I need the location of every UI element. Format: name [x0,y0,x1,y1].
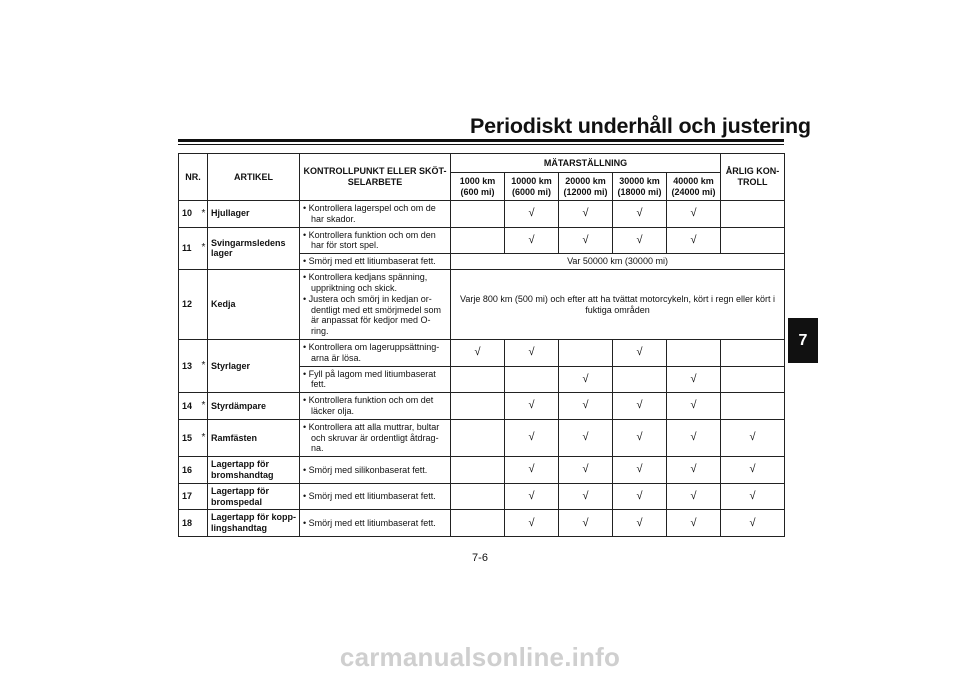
check-cell: √ [667,510,721,537]
task: • Kontrollera funktion och om det läcker olja. [300,393,451,420]
row-number: 16 [179,457,199,484]
table-row [179,419,785,456]
table-row [179,201,785,228]
check-cell [721,201,785,228]
asterisk: * [199,419,208,456]
check-cell: √ [505,483,559,510]
check-cell [451,483,505,510]
item-name: Styrdämpare [208,393,300,420]
check-cell: √ [667,457,721,484]
check-cell [451,510,505,537]
table-row [179,457,785,484]
check-cell: √ [667,227,721,254]
task: • Kontrollera om lageruppsättning-arna är lösa. [300,339,451,366]
check-cell [451,366,505,393]
check-cell [559,339,613,366]
task: • Kontrollera kedjans spänning, uppriktning och skick. • Justera och smörj in kedjan or-dentligt med ett smörjmedel som är anpassat för kedjor med O-ring. [300,270,451,340]
asterisk [199,483,208,510]
check-cell [451,227,505,254]
header-1000km: 1000 km (600 mi) [451,173,505,201]
check-cell: √ [721,510,785,537]
check-cell: √ [613,483,667,510]
check-cell: √ [667,201,721,228]
check-cell [721,227,785,254]
table-row [179,510,785,537]
table-row [179,227,785,254]
title-rule-thin [178,144,784,145]
check-cell: √ [505,510,559,537]
check-cell: √ [667,483,721,510]
page-title: Periodiskt underhåll och justering [470,114,811,138]
task: • Smörj med silikonbaserat fett. [300,457,451,484]
header-arlig-kontroll: ÅRLIG KON-TROLL [721,154,785,201]
check-cell: √ [559,457,613,484]
header-30000km: 30000 km (18000 mi) [613,173,667,201]
check-cell [451,419,505,456]
task: • Kontrollera att alla muttrar, bultar och skruvar är ordentligt åtdrag-na. [300,419,451,456]
row-number: 17 [179,483,199,510]
title-rule-thick [178,139,784,142]
table-row [179,393,785,420]
asterisk: * [199,227,208,270]
check-cell: √ [721,457,785,484]
check-cell: √ [505,393,559,420]
table-row [179,339,785,366]
check-cell: √ [559,510,613,537]
check-cell: √ [559,366,613,393]
item-name: Svingarmsledens lager [208,227,300,270]
check-cell [721,366,785,393]
check-cell: √ [559,393,613,420]
check-cell: √ [613,393,667,420]
check-cell: √ [451,339,505,366]
header-artikel: ARTIKEL [208,154,300,201]
check-cell: √ [505,457,559,484]
item-name: Styrlager [208,339,300,392]
item-name: Lagertapp för kopp-lingshandtag [208,510,300,537]
task: • Kontrollera funktion och om den har för stort spel. [300,227,451,254]
check-cell: √ [613,339,667,366]
row-number: 12 [179,270,199,340]
check-cell: √ [559,483,613,510]
check-cell [451,393,505,420]
task: • Fyll på lagom med litiumbaserat fett. [300,366,451,393]
row-number: 18 [179,510,199,537]
table-row [179,270,785,340]
check-cell: √ [505,227,559,254]
asterisk: * [199,393,208,420]
page-number: 7-6 [472,552,488,564]
check-cell: √ [721,419,785,456]
check-cell: √ [559,227,613,254]
interval-text: Var 50000 km (30000 mi) [451,254,785,270]
check-cell [451,201,505,228]
check-cell [451,457,505,484]
item-name: Hjullager [208,201,300,228]
row-number: 15 [179,419,199,456]
item-name: Kedja [208,270,300,340]
asterisk [199,270,208,340]
row-number: 14 [179,393,199,420]
task: • Smörj med ett litiumbaserat fett. [300,254,451,270]
check-cell: √ [505,201,559,228]
item-name: Ramfästen [208,419,300,456]
check-cell: √ [559,419,613,456]
check-cell: √ [667,393,721,420]
task: • Kontrollera lagerspel och om de har skador. [300,201,451,228]
maintenance-table [178,153,785,537]
header-10000km: 10000 km (6000 mi) [505,173,559,201]
check-cell [613,366,667,393]
header-40000km: 40000 km (24000 mi) [667,173,721,201]
asterisk: * [199,339,208,392]
check-cell: √ [505,419,559,456]
row-number: 10 [179,201,199,228]
check-cell [721,393,785,420]
check-cell: √ [613,227,667,254]
header-kontrollpunkt: KONTROLLPUNKT ELLER SKÖT-SELARBETE [300,154,451,201]
check-cell [721,339,785,366]
check-cell [505,366,559,393]
check-cell: √ [559,201,613,228]
check-cell: √ [667,419,721,456]
header-20000km: 20000 km (12000 mi) [559,173,613,201]
check-cell: √ [613,457,667,484]
check-cell: √ [613,510,667,537]
check-cell: √ [505,339,559,366]
task: • Smörj med ett litiumbaserat fett. [300,483,451,510]
task: • Smörj med ett litiumbaserat fett. [300,510,451,537]
header-matarstallning: MÄTARSTÄLLNING [451,154,721,173]
check-cell: √ [667,366,721,393]
asterisk [199,457,208,484]
item-name: Lagertapp för bromshandtag [208,457,300,484]
check-cell: √ [613,201,667,228]
check-cell: √ [613,419,667,456]
check-cell [667,339,721,366]
interval-text: Varje 800 km (500 mi) och efter att ha tvättat motorcykeln, kört i regn eller kört i fuktiga områden [451,270,785,340]
asterisk [199,510,208,537]
table-row [179,483,785,510]
item-name: Lagertapp för bromspedal [208,483,300,510]
asterisk: * [199,201,208,228]
row-number: 13 [179,339,199,392]
footer-watermark: carmanualsonline.info [339,642,621,672]
row-number: 11 [179,227,199,270]
check-cell: √ [721,483,785,510]
header-nr: NR. [179,154,208,201]
chapter-tab: 7 [788,318,818,363]
